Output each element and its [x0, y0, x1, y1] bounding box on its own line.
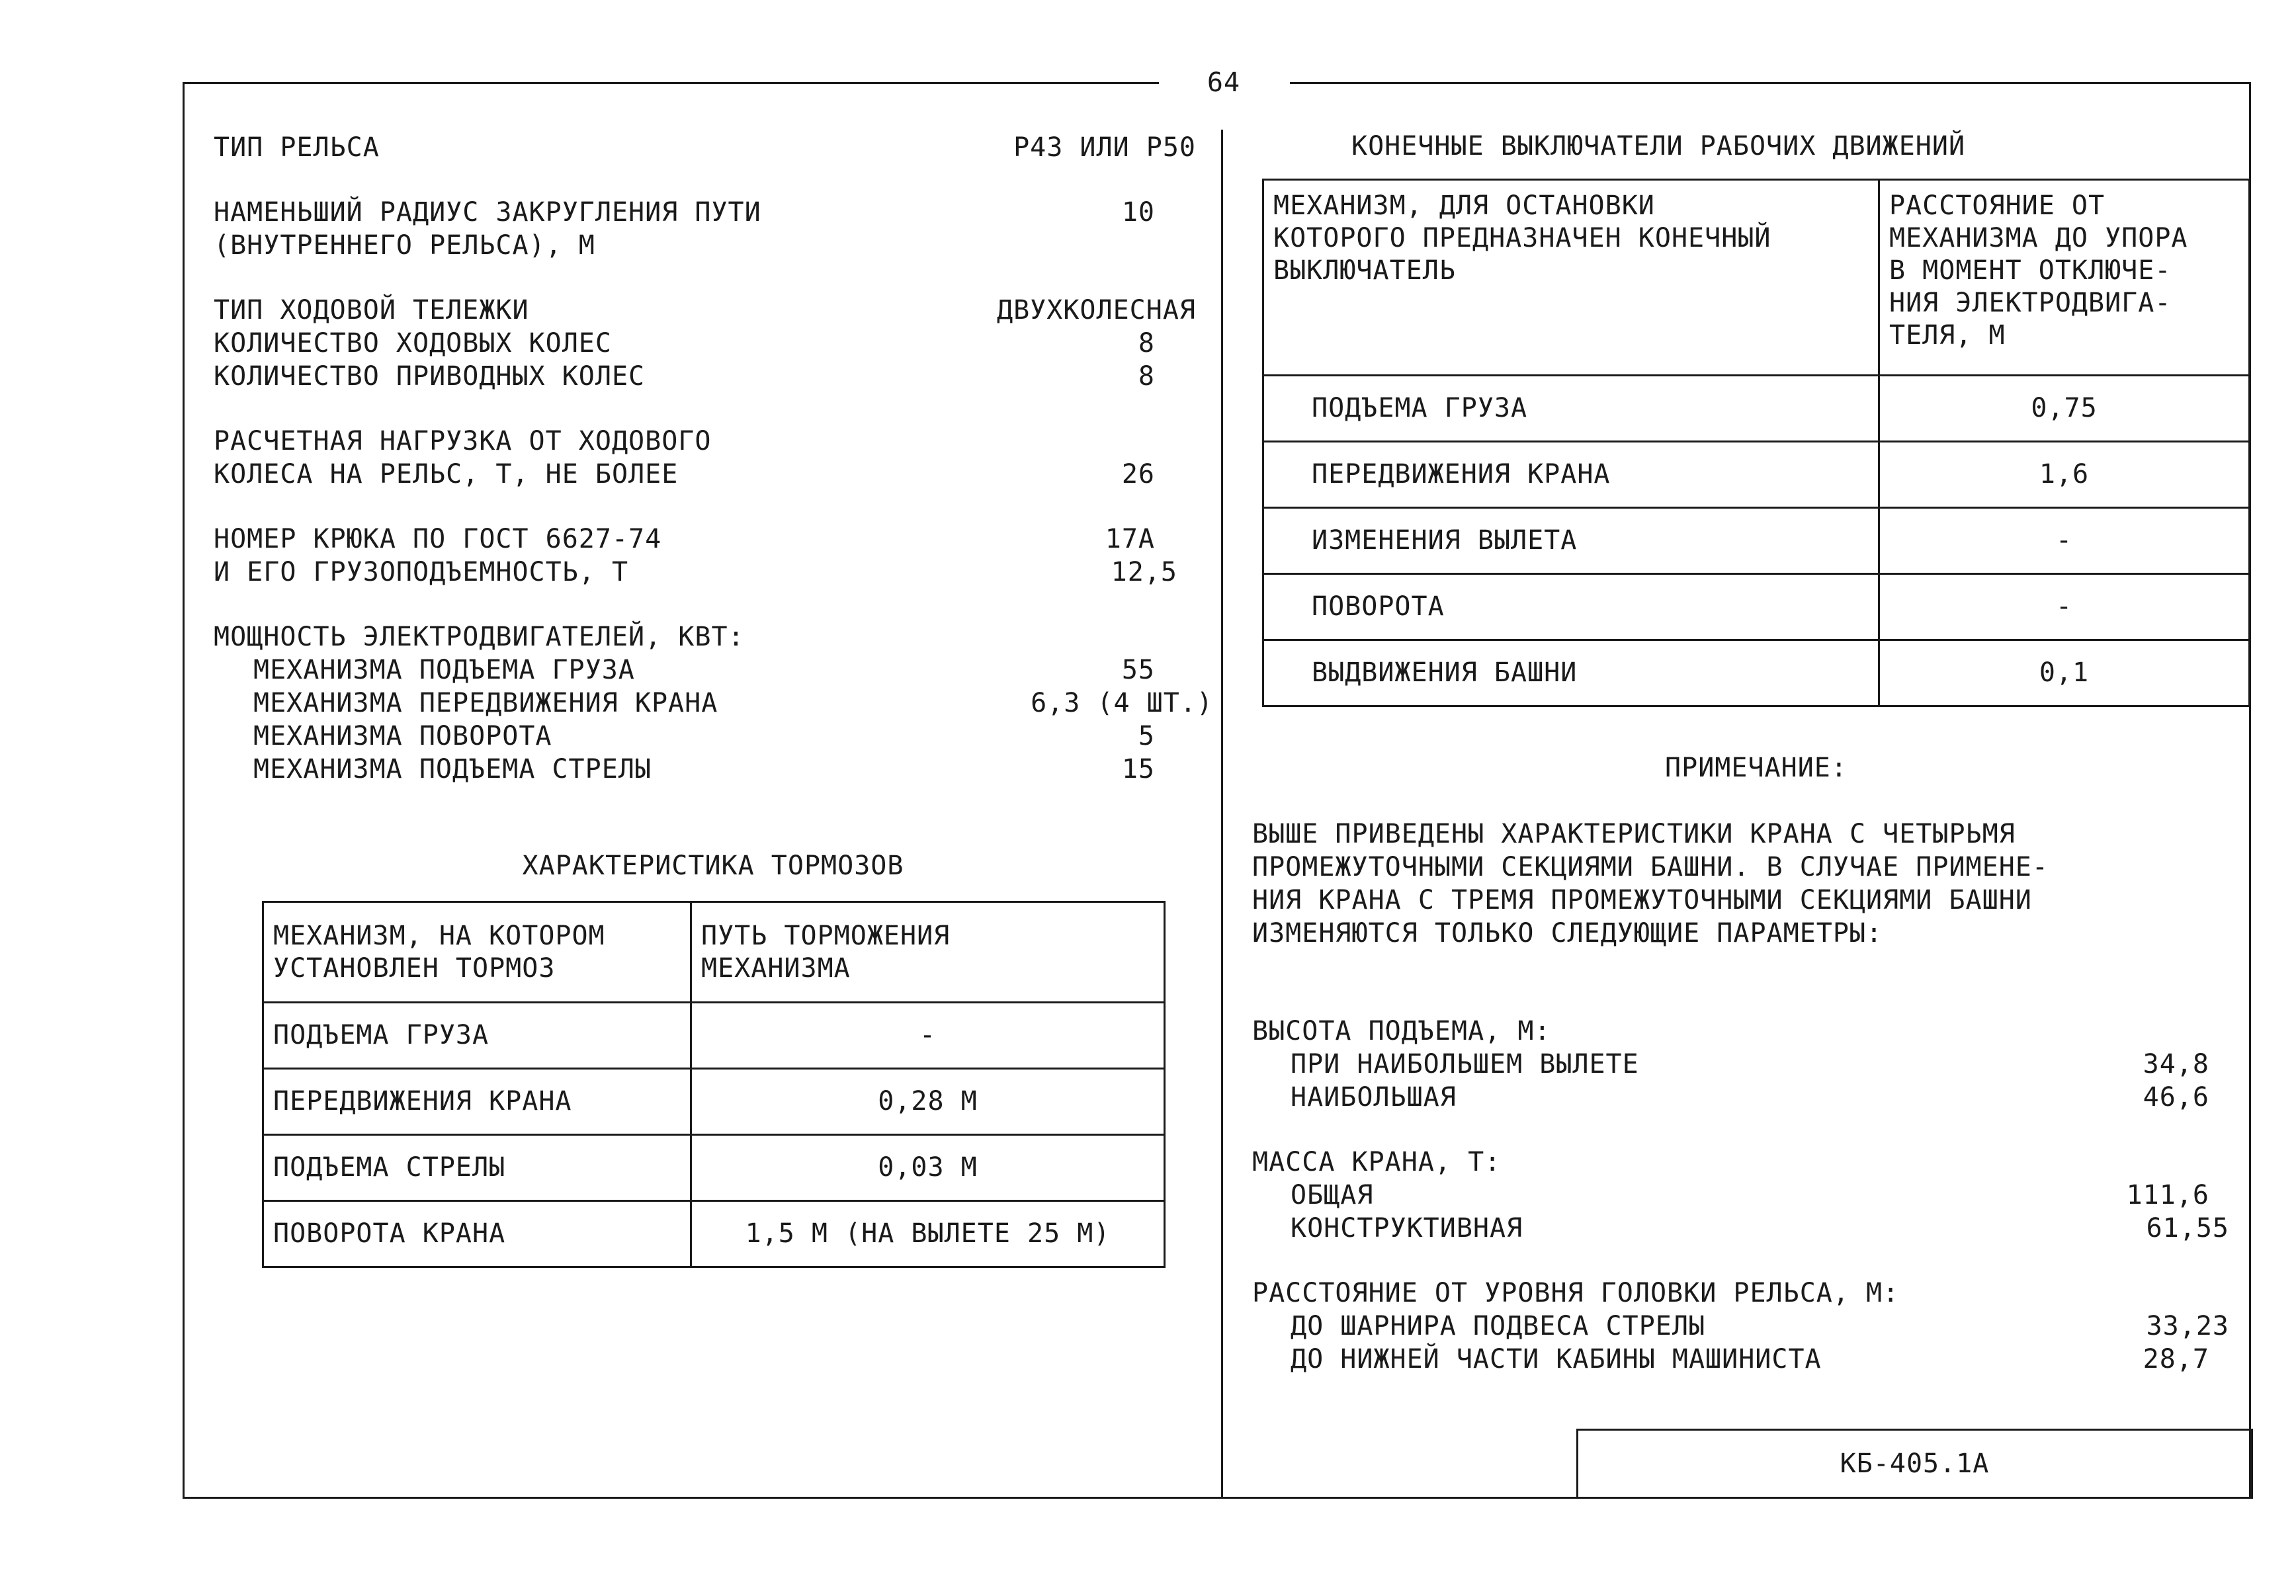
- radius-label-2: (ВНУТРЕННЕГО РЕЛЬСА), М: [214, 230, 595, 261]
- table-row: [1263, 640, 2250, 706]
- rail-type-label: ТИП РЕЛЬСА: [214, 132, 380, 163]
- drive-wheels-label: КОЛИЧЕСТВО ПРИВОДНЫХ КОЛЕС: [214, 361, 646, 392]
- height-header: ВЫСОТА ПОДЪЕМА, М:: [1252, 1016, 1551, 1046]
- table-row: [263, 1069, 1165, 1135]
- limit-mechanism: ПЕРЕДВИЖЕНИЯ КРАНА: [1263, 442, 1879, 508]
- height-row-value: 34,8: [2143, 1049, 2209, 1079]
- load-label-2: КОЛЕСА НА РЕЛЬС, Т, НЕ БОЛЕЕ: [214, 459, 679, 489]
- table-row: [263, 1201, 1165, 1267]
- rail-type-value: Р43 ИЛИ Р50: [1013, 132, 1196, 163]
- power-row-label: МЕХАНИЗМА ПОВОРОТА: [253, 721, 552, 751]
- power-row-value: 15: [1121, 754, 1155, 784]
- distance-row-value: 28,7: [2143, 1344, 2209, 1374]
- limit-value: 0,75: [1879, 376, 2250, 442]
- wheels-value: 8: [1138, 328, 1155, 358]
- distance-header: РАССТОЯНИЕ ОТ УРОВНЯ ГОЛОВКИ РЕЛЬСА, М:: [1252, 1278, 1900, 1308]
- load-label-1: РАСЧЕТНАЯ НАГРУЗКА ОТ ХОДОВОГО: [214, 426, 712, 456]
- brakes-value: 0,28 М: [691, 1069, 1165, 1135]
- limit-header-col2: РАССТОЯНИЕ ОТ МЕХАНИЗМА ДО УПОРА В МОМЕНТ ОТКЛЮЧЕ- НИЯ ЭЛЕКТРОДВИГА- ТЕЛЯ, М: [1879, 180, 2250, 376]
- limit-mechanism: ПОВОРОТА: [1263, 574, 1879, 640]
- power-row-label: МЕХАНИЗМА ПОДЪЕМА СТРЕЛЫ: [253, 754, 652, 784]
- brakes-table: [262, 901, 1166, 1268]
- table-row: [1263, 442, 2250, 508]
- table-row: [1263, 508, 2250, 574]
- table-row: [263, 1003, 1165, 1069]
- power-row-label: МЕХАНИЗМА ПЕРЕДВИЖЕНИЯ КРАНА: [253, 688, 718, 718]
- bogie-value: ДВУХКОЛЕСНАЯ: [997, 295, 1196, 325]
- distance-row-value: 33,23: [2146, 1311, 2229, 1341]
- note-line: НИЯ КРАНА С ТРЕМЯ ПРОМЕЖУТОЧНЫМИ СЕКЦИЯМИ БАШНИ: [1252, 885, 2032, 915]
- frame-top-left: [183, 82, 1159, 84]
- frame-top-right: [1290, 82, 2250, 84]
- note-line: ПРОМЕЖУТОЧНЫМИ СЕКЦИЯМИ БАШНИ. В СЛУЧАЕ ПРИМЕНЕ-: [1252, 852, 2049, 882]
- brakes-header-col2: ПУТЬ ТОРМОЖЕНИЯ МЕХАНИЗМА: [691, 902, 1165, 1003]
- power-row-value: 5: [1138, 721, 1155, 751]
- height-row-value: 46,6: [2143, 1082, 2209, 1113]
- limit-value: -: [1879, 574, 2250, 640]
- note-title: ПРИМЕЧАНИЕ:: [1665, 753, 1848, 783]
- brakes-value: 1,5 М (НА ВЫЛЕТЕ 25 М): [691, 1201, 1165, 1267]
- page-number: 64: [1207, 67, 1241, 98]
- limit-header-col1: МЕХАНИЗМ, ДЛЯ ОСТАНОВКИ КОТОРОГО ПРЕДНАЗНАЧЕН КОНЕЧНЫЙ ВЫКЛЮЧАТЕЛЬ: [1263, 180, 1879, 376]
- wheels-label: КОЛИЧЕСТВО ХОДОВЫХ КОЛЕС: [214, 328, 612, 358]
- hook-label-2: И ЕГО ГРУЗОПОДЪЕМНОСТЬ, Т: [214, 557, 629, 587]
- brakes-mechanism: ПЕРЕДВИЖЕНИЯ КРАНА: [263, 1069, 691, 1135]
- note-line: ИЗМЕНЯЮТСЯ ТОЛЬКО СЛЕДУЮЩИЕ ПАРАМЕТРЫ:: [1252, 918, 1883, 948]
- limit-switches-table: [1262, 179, 2250, 707]
- limit-switches-title: КОНЕЧНЫЕ ВЫКЛЮЧАТЕЛИ РАБОЧИХ ДВИЖЕНИЙ: [1351, 131, 1966, 161]
- distance-row-label: ДО ШАРНИРА ПОДВЕСА СТРЕЛЫ: [1291, 1311, 1706, 1341]
- mass-row-value: 111,6: [2126, 1180, 2209, 1210]
- brakes-mechanism: ПОДЪЕМА СТРЕЛЫ: [263, 1135, 691, 1201]
- limit-mechanism: ИЗМЕНЕНИЯ ВЫЛЕТА: [1263, 508, 1879, 574]
- table-row: [263, 1135, 1165, 1201]
- radius-value: 10: [1121, 197, 1155, 228]
- bogie-label: ТИП ХОДОВОЙ ТЕЛЕЖКИ: [214, 295, 529, 325]
- mass-header: МАССА КРАНА, Т:: [1252, 1147, 1502, 1177]
- frame-left: [183, 82, 185, 1499]
- table-row: [1263, 376, 2250, 442]
- mass-row-label: КОНСТРУКТИВНАЯ: [1291, 1213, 1523, 1243]
- brakes-value: 0,03 М: [691, 1135, 1165, 1201]
- radius-label-1: НАМЕНЬШИЙ РАДИУС ЗАКРУГЛЕНИЯ ПУТИ: [214, 197, 761, 228]
- power-row-label: МЕХАНИЗМА ПОДЪЕМА ГРУЗА: [253, 655, 635, 685]
- stamp-code: КБ-405.1А: [1840, 1449, 1990, 1479]
- power-header: МОЩНОСТЬ ЭЛЕКТРОДВИГАТЕЛЕЙ, КВТ:: [214, 622, 745, 652]
- distance-row-label: ДО НИЖНЕЙ ЧАСТИ КАБИНЫ МАШИНИСТА: [1291, 1344, 1822, 1374]
- hook-value-1: 17А: [1105, 524, 1155, 554]
- brakes-header-col1: МЕХАНИЗМ, НА КОТОРОМ УСТАНОВЛЕН ТОРМОЗ: [263, 902, 691, 1003]
- brakes-mechanism: ПОДЪЕМА ГРУЗА: [263, 1003, 691, 1069]
- mass-row-value: 61,55: [2146, 1213, 2229, 1243]
- power-row-value: 55: [1121, 655, 1155, 685]
- limit-value: -: [1879, 508, 2250, 574]
- limit-mechanism: ВЫДВИЖЕНИЯ БАШНИ: [1263, 640, 1879, 706]
- brakes-mechanism: ПОВОРОТА КРАНА: [263, 1201, 691, 1267]
- limit-value: 1,6: [1879, 442, 2250, 508]
- note-line: ВЫШЕ ПРИВЕДЕНЫ ХАРАКТЕРИСТИКИ КРАНА С ЧЕТЫРЬМЯ: [1252, 819, 2016, 849]
- power-row-value: 6,3 (4 ШТ.): [1031, 688, 1213, 718]
- height-row-label: НАИБОЛЬШАЯ: [1291, 1082, 1457, 1113]
- load-value: 26: [1121, 459, 1155, 489]
- mass-row-label: ОБЩАЯ: [1291, 1180, 1374, 1210]
- brakes-title: ХАРАКТЕРИСТИКА ТОРМОЗОВ: [522, 851, 904, 881]
- hook-label-1: НОМЕР КРЮКА ПО ГОСТ 6627-74: [214, 524, 662, 554]
- limit-value: 0,1: [1879, 640, 2250, 706]
- hook-value-2: 12,5: [1111, 557, 1177, 587]
- column-divider: [1221, 130, 1223, 1499]
- drive-wheels-value: 8: [1138, 361, 1155, 392]
- brakes-value: -: [691, 1003, 1165, 1069]
- height-row-label: ПРИ НАИБОЛЬШЕМ ВЫЛЕТЕ: [1291, 1049, 1639, 1079]
- table-row: [1263, 574, 2250, 640]
- limit-mechanism: ПОДЪЕМА ГРУЗА: [1263, 376, 1879, 442]
